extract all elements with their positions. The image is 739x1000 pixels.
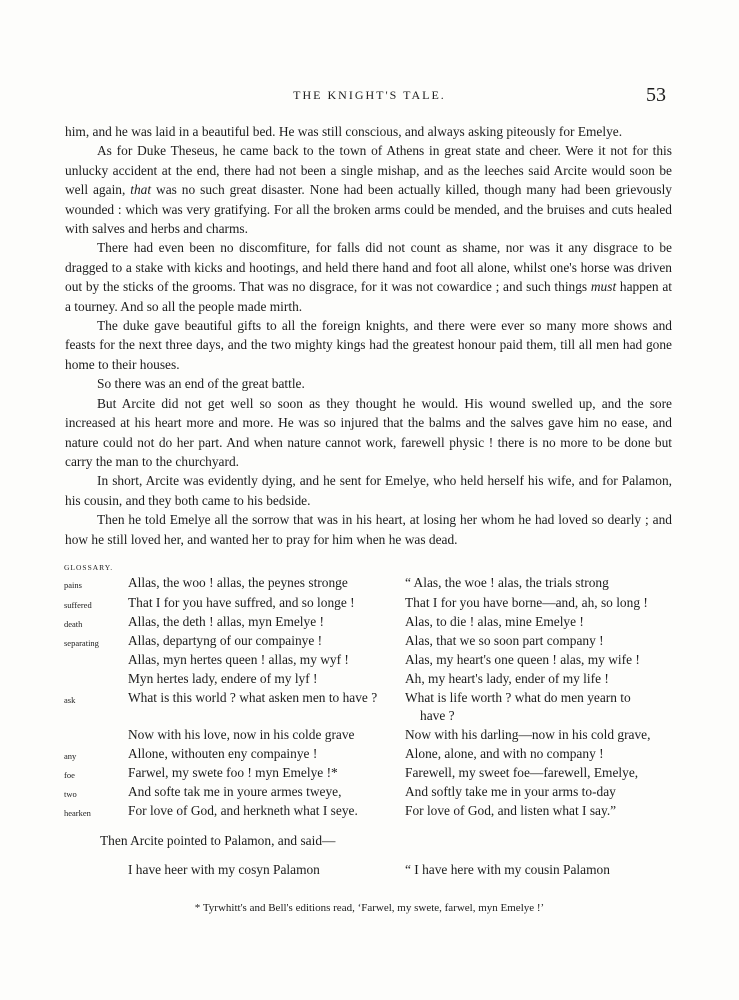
verse-original: That I for you have suffred, and so longe !: [128, 595, 355, 610]
footnote: * Tyrwhitt's and Bell's editions read, ‘Farwel, my swete, farwel, myn Emelye !’: [194, 902, 545, 914]
body-text: [65, 122, 672, 549]
verse-original: Allas, departyng of our compainye !: [128, 633, 323, 648]
verse-modern: Now with his darling—now in his cold grave,: [405, 727, 651, 742]
verse-modern: Alas, that we so soon part company !: [405, 633, 604, 648]
verse-row: [0, 652, 739, 671]
paragraph-text: him, and he was laid in a beautiful bed. He was still conscious, and always asking piteously for Emelye.: [65, 124, 623, 139]
verse-original: Now with his love, now in his colde grave: [128, 727, 355, 742]
verse-original: Allas, the deth ! allas, myn Emelye !: [128, 614, 324, 629]
closing-verse-modern: “ I have here with my cousin Palamon: [405, 862, 610, 877]
verse-modern: have ?: [420, 708, 455, 723]
verse-row: [0, 727, 739, 746]
paragraph: [65, 238, 672, 316]
verse-original: Allone, withouten eny compainye !: [128, 746, 318, 761]
paragraph-text: As for Duke Theseus, he came back to the town of Athens in great state and cheer. Were it not for this unlucky accident at the end, there had not been a single mishap, and as the leeches said Arcite would soon be well again,: [65, 143, 672, 198]
paragraph: [65, 374, 672, 393]
verse-row: [0, 708, 739, 727]
verse-row: [0, 633, 739, 652]
verse-modern: For love of God, and listen what I say.”: [405, 803, 617, 818]
paragraph-text: There had even been no discomfiture, for falls did not count as shame, nor was it any disgrace to be dragged to a stake with kicks and hootings, and held there hand and foot all alone, whilst one's horse was driven out by the sticks of the grooms. That was no disgrace, for it was not cowardice ; and such things: [65, 240, 672, 295]
verse-modern: Farewell, my sweet foe—farewell, Emelye,: [405, 765, 639, 780]
glossary-word: death: [64, 619, 83, 629]
verse-original: Allas, the woo ! allas, the peynes stronge: [128, 575, 348, 590]
glossary-word: suffered: [64, 600, 92, 610]
closing-verse-row: [0, 862, 739, 881]
paragraph-text: Then he told Emelye all the sorrow that was in his heart, at losing her whom he had loved so dearly ; and how he still loved her, and wanted her to pray for him when he was dead.: [65, 512, 672, 547]
verse-modern: Alone, alone, and with no company !: [405, 746, 604, 761]
glossary-word: foe: [64, 770, 75, 780]
verse-original: Farwel, my swete foo ! myn Emelye !*: [128, 765, 338, 780]
verse-row: [0, 671, 739, 690]
verse-original: And softe tak me in youre armes tweye,: [128, 784, 342, 799]
glossary-word: separating: [64, 638, 99, 648]
emphasis-text: must: [590, 279, 617, 295]
verse-original: Myn hertes lady, endere of my lyf !: [128, 671, 318, 686]
verse-row: [0, 765, 739, 784]
paragraph: [65, 394, 672, 472]
verse-row: [0, 595, 739, 614]
page-number: 53: [646, 84, 666, 106]
verse-modern: That I for you have borne—and, ah, so long !: [405, 595, 648, 610]
glossary-word: ask: [64, 695, 76, 705]
emphasis-text: that: [130, 182, 152, 198]
glossary-word: any: [64, 751, 77, 761]
paragraph-text: In short, Arcite was evidently dying, and he sent for Emelye, who held herself his wife, and for Palamon, his cousin, and they both came to his bedside.: [65, 473, 672, 508]
verse-modern: “ Alas, the woe ! alas, the trials strong: [405, 575, 609, 590]
narrative-line: Then Arcite pointed to Palamon, and said—: [100, 833, 336, 848]
glossary-word: pains: [64, 580, 82, 590]
verse-modern: Ah, my heart's lady, ender of my life !: [405, 671, 609, 686]
paragraph: [65, 141, 672, 238]
paragraph-text: The duke gave beautiful gifts to all the foreign knights, and there were ever so many more shows and feasts for the next three days, and the two mighty kings had the greatest honour paid them, till all men had gone home to their houses.: [65, 318, 672, 372]
verse-row: [0, 803, 739, 822]
running-header: THE KNIGHT'S TALE.: [293, 88, 446, 102]
paragraph: [65, 316, 672, 374]
paragraph-text: So there was an end of the great battle.: [97, 376, 305, 392]
paragraph-text: happen at a tourney. And so all the people made mirth.: [65, 279, 672, 314]
glossary-label: GLOSSARY.: [64, 563, 114, 572]
verse-modern: Alas, my heart's one queen ! alas, my wife !: [405, 652, 640, 667]
verse-modern: And softly take me in your arms to-day: [405, 784, 616, 799]
paragraph: [65, 471, 672, 510]
paragraph-text: was no such great disaster. None had been actually killed, though many had been grievously wounded : which was very gratifying. For all the broken arms could be mended, and the bruises and cuts healed with salves and herbs and charms.: [65, 182, 672, 237]
verse-original: What is this world ? what asken men to have ?: [128, 690, 378, 705]
verse-row: [0, 575, 739, 594]
closing-verse-original: I have heer with my cosyn Palamon: [128, 862, 320, 877]
paragraph: [65, 510, 672, 549]
verse-modern: What is life worth ? what do men yearn to: [405, 690, 631, 705]
verse-row: [0, 690, 739, 709]
verse-row: [0, 784, 739, 803]
verse-original: For love of God, and herkneth what I seye.: [128, 803, 358, 818]
glossary-word: hearken: [64, 808, 91, 818]
paragraph-text: But Arcite did not get well so soon as they thought he would. His wound swelled up, and the sore increased at his heart more and more. He was so injured that the balms and the salves gave him no ease, and nature could not do her part. And when nature cannot work, farewell physic ! there is no more to be done but carry the man to the churchyard.: [65, 395, 672, 469]
verse-modern: Alas, to die ! alas, mine Emelye !: [405, 614, 584, 629]
verse-original: Allas, myn hertes queen ! allas, my wyf !: [128, 652, 349, 667]
paragraph: [65, 122, 672, 141]
verse-row: [0, 614, 739, 633]
verse-row: [0, 746, 739, 765]
glossary-word: two: [64, 789, 77, 799]
